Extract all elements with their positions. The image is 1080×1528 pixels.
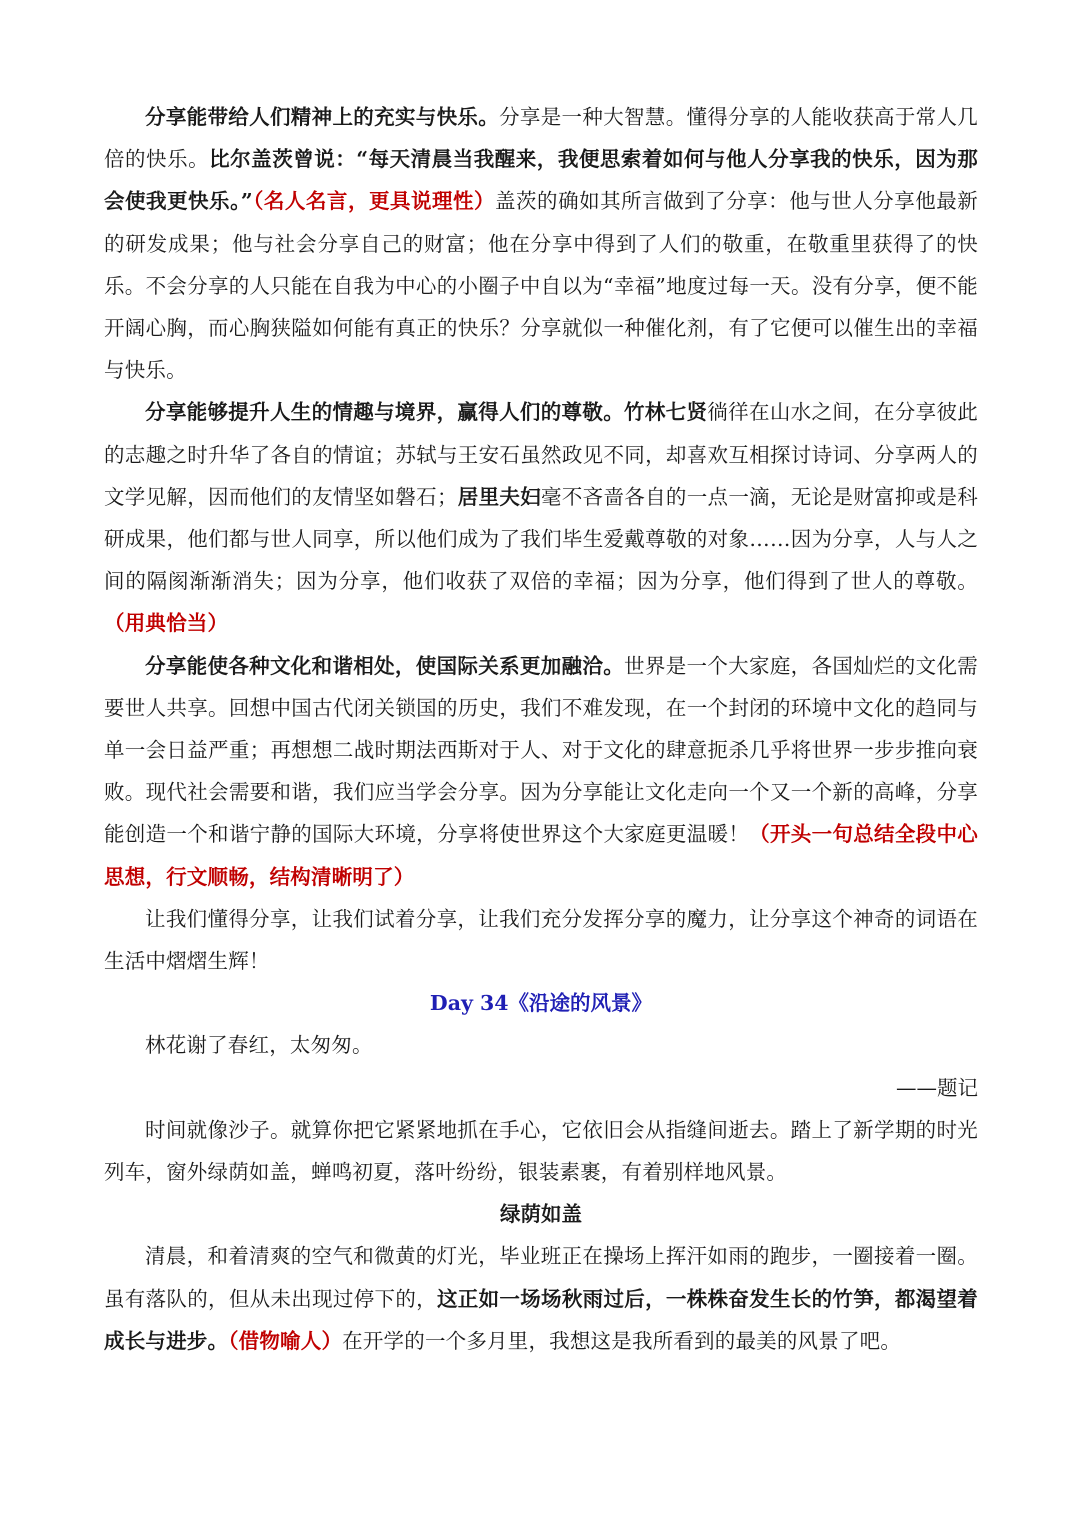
highlight-name: 竹林七贤 bbox=[624, 400, 708, 425]
body-text: 徜徉在山水之间，在分享彼此的志趣之时升华了各自的情谊；苏轼与王安石虽然政见不同，却喜欢互相探讨诗词、分享两人的文学见解，因而他们的友情坚如磐石； bbox=[104, 400, 978, 509]
body-text: 毫不吝啬各自的一点一滴，无论是财富抑或是科研成果，他们都与世人同享，所以他们成为了我们毕生爱戴尊敬的对象……因为分享，人与人之间的隔阂渐渐消失；因为分享，他们收获了双倍的幸福；因为分享，他们得到了世人的尊敬。 bbox=[104, 484, 978, 594]
annotation: （开头一句总结全段中心思想，行文顺畅，结构清晰明了） bbox=[104, 822, 978, 889]
paragraph-sharing-respect bbox=[104, 391, 978, 644]
topic-sentence: 分享能够提升人生的情趣与境界，赢得人们的尊敬。 bbox=[145, 400, 625, 425]
epigraph: 林花谢了春红，太匆匆。 bbox=[145, 1033, 373, 1058]
body-text: 世界是一个大家庭，各国灿烂的文化需要世人共享。回想中国古代闭关锁国的历史，我们不难发现，在一个封闭的环境中文化的趋同与单一会日益严重；再想想二战时期法西斯对于人、对于文化的肆意扼杀几乎将世界一步步推向衰败。现代社会需要和谐，我们应当学会分享。因为分享能让文化走向一个又一个新的高峰，分享能创造一个和谐宁静的国际大环境，分享将使世界这个大家庭更温暖！ bbox=[104, 653, 978, 847]
paragraph-sharing-culture bbox=[104, 645, 978, 898]
topic-sentence: 分享能使各种文化和谐相处，使国际关系更加融洽。 bbox=[145, 653, 625, 678]
day-title: Day 34《沿途的风景》 bbox=[429, 991, 653, 1016]
highlight-name: 居里夫妇 bbox=[457, 484, 542, 509]
body-text: 分享是一种大智慧。懂得分享的人能收获高于常人几倍的快乐。 bbox=[104, 105, 978, 172]
paragraph-conclusion: 让我们懂得分享，让我们试着分享，让我们充分发挥分享的魔力，让分享这个神奇的词语在生活中熠熠生辉！ bbox=[104, 906, 978, 974]
epigraph-signature: ——题记 bbox=[896, 1075, 978, 1100]
body-text: 清晨，和着清爽的空气和微黄的灯光，毕业班正在操场上挥汗如雨的跑步，一圈接着一圈。虽有落队的，但从未出现过停下的， bbox=[104, 1244, 978, 1311]
body-text: 在开学的一个多月里，我想这是我所看到的最美的风景了吧。 bbox=[342, 1328, 902, 1353]
topic-sentence: 分享能带给人们精神上的充实与快乐。 bbox=[145, 105, 500, 129]
section-subheading: 绿荫如盖 bbox=[500, 1202, 582, 1227]
paragraph-intro: 时间就像沙子。就算你把它紧紧地抓在手心，它依旧会从指缝间逝去。踏上了新学期的时光列车，窗外绿荫如盖，蝉鸣初夏，落叶纷纷，银装素裹，有着别样地风景。 bbox=[104, 1117, 978, 1185]
body-text: 盖茨的确如其所言做到了分享：他与世人分享他最新的研发成果；他与社会分享自己的财富；他在分享中得到了人们的敬重，在敬重里获得了的快乐。不会分享的人只能在自我为中心的小圈子中自以为“幸福”地度过每一天。没有分享，便不能开阔心胸，而心胸狭隘如何能有真正的快乐？分享就似一种催化剂，有了它便可以催生出的幸福与快乐。 bbox=[104, 189, 978, 383]
paragraph-green-shade bbox=[104, 1235, 978, 1362]
document-page bbox=[104, 96, 978, 1362]
highlight-sentence: 这正如一场场秋雨过后，一株株奋发生长的竹笋，都渴望着成长与进步。 bbox=[104, 1286, 978, 1353]
annotation: （借物喻人） bbox=[228, 1328, 343, 1353]
paragraph-sharing-joy bbox=[104, 96, 978, 391]
annotation: （用典恰当） bbox=[104, 611, 229, 636]
quote-text: 比尔盖茨曾说：“每天清晨当我醒来，我便思索着如何与他人分享我的快乐，因为那会使我更快乐。” bbox=[104, 147, 978, 214]
annotation: （名人名言，更具说理性） bbox=[252, 189, 496, 214]
